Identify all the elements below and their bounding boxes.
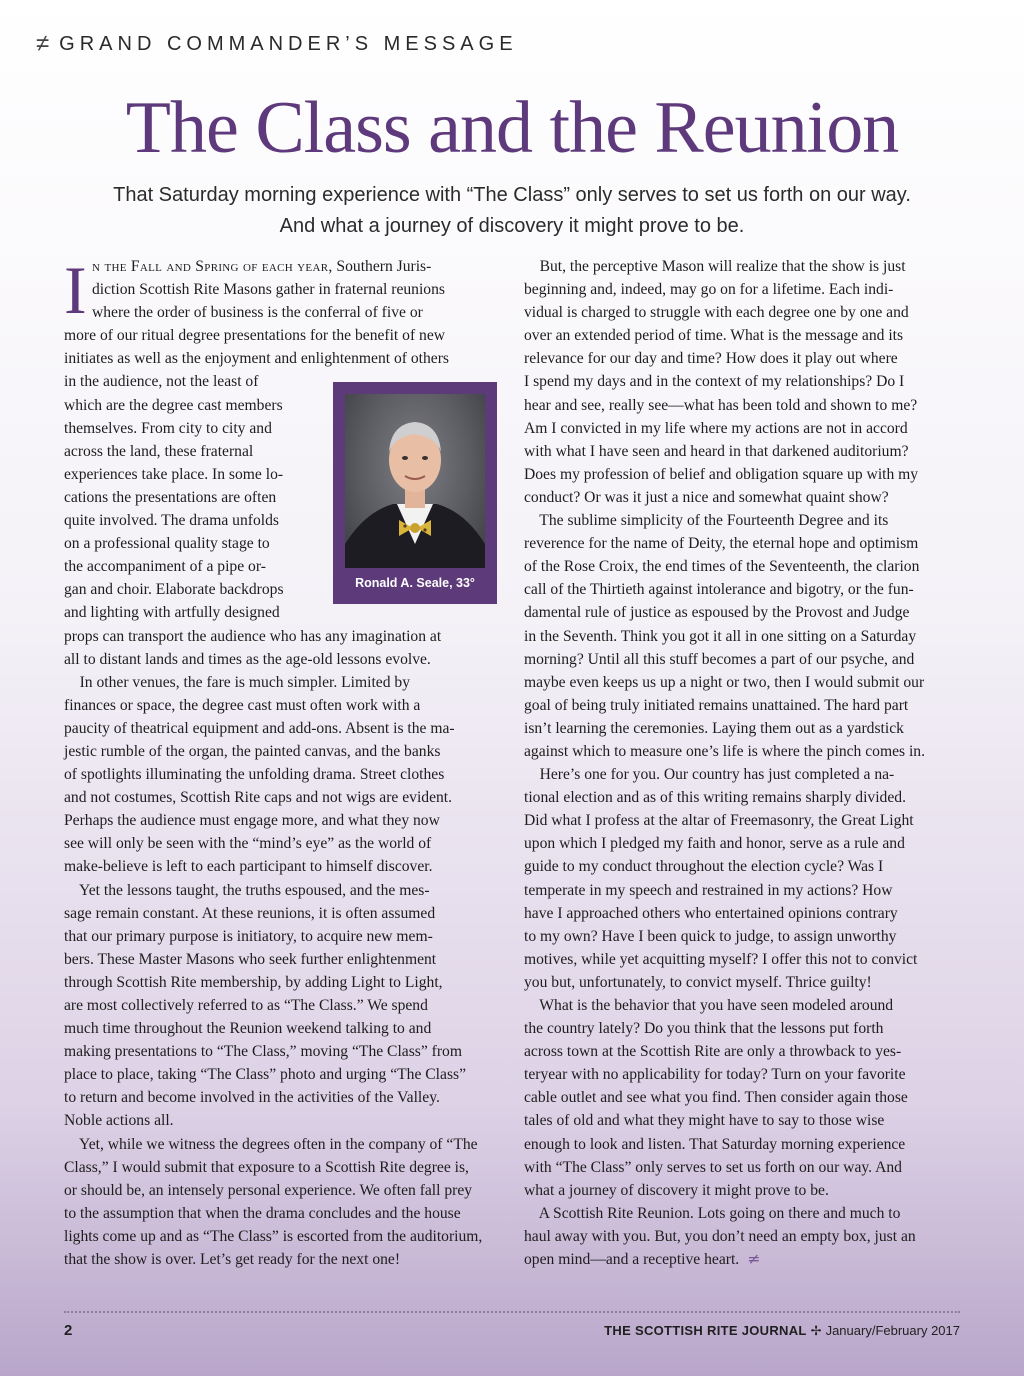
body-line: or should be, an intensely personal experience. We often fall prey — [64, 1181, 473, 1199]
separator-icon: ✢ — [810, 1323, 822, 1338]
body-line: tales of old and what they might have to say to those wise — [524, 1112, 885, 1130]
subtitle-line: And what a journey of discovery it might prove to be. — [279, 215, 745, 237]
body-line: through Scottish Rite membership, by adding Light to Light, — [64, 973, 443, 991]
body-line: conduct? Or was it just a nice and somewhat quaint show? — [524, 488, 889, 506]
photo-caption: Ronald A. Seale, 33° — [355, 576, 475, 590]
body-line: in the Seventh. Think you got it all in one sitting on a Saturday — [524, 627, 917, 645]
body-line: hear and see, really see—what has been told and shown to me? — [524, 396, 918, 414]
body-line: are most collectively referred to as “The Class.” We spend — [64, 997, 428, 1014]
body-line: lights come up and as “The Class” is escorted from the auditorium, — [64, 1227, 483, 1245]
body-line: across town at the Scottish Rite are only a throwback to yes- — [524, 1043, 902, 1061]
body-line: where the order of business is the conferral of five or — [92, 304, 423, 322]
body-line: beginning and, indeed, may go on for a lifetime. Each indi- — [524, 281, 894, 299]
body-line: much time throughout the Reunion weekend talking to and — [64, 1020, 432, 1038]
author-photo — [345, 394, 485, 568]
body-line: guide to my conduct throughout the election cycle? Was I — [524, 858, 884, 876]
section-header — [36, 30, 518, 58]
body-line: open mind—and a receptive heart. — [524, 1251, 740, 1269]
body-line: maybe even keeps us up a night or two, then I would submit our — [524, 673, 925, 691]
body-line: In other venues, the fare is much simpler. Limited by — [64, 673, 411, 691]
body-line: call of the Thirtieth against intolerance and bigotry, or the fun- — [524, 581, 914, 599]
body-line: making presentations to “The Class,” moving “The Class” from — [64, 1043, 462, 1061]
body-line: with “The Class” only serves to set us forth on our way. And — [524, 1158, 902, 1176]
body-line: make-believe is left to each participant to himself discover. — [64, 858, 433, 876]
opening-paragraph — [64, 252, 504, 328]
body-line: bers. These Master Masons who seek further enlightenment — [64, 950, 437, 968]
body-line: initiates as well as the enjoyment and enlightenment of others — [64, 350, 449, 368]
body-line: the accompaniment of a pipe or- — [64, 558, 266, 576]
not-equal-emblem-icon: ≠ — [36, 30, 50, 57]
body-line: goal of being truly initiated remains unattained. The hard part — [524, 696, 909, 714]
body-line: to return and become involved in the activities of the Valley. — [64, 1089, 440, 1107]
body-line: A Scottish Rite Reunion. Lots going on there and much to — [524, 1204, 901, 1222]
body-line: Here’s one for you. Our country has just completed a na- — [524, 766, 895, 784]
body-line: place to place, taking “The Class” photo and urging “The Class” — [64, 1066, 466, 1084]
body-line: on a professional quality stage to — [64, 535, 270, 553]
author-photo-frame — [333, 382, 497, 604]
body-line: that the show is over. Let’s get ready for the next one! — [64, 1251, 401, 1269]
body-line: Am I convicted in my life where my actions are not in accord — [524, 419, 908, 437]
right-column — [524, 255, 964, 1271]
body-line: cations the presentations are often — [64, 488, 277, 506]
body-line: over an extended period of time. What is the message and its — [524, 327, 904, 345]
body-line: Yet, while we witness the degrees often in the company of “The — [64, 1135, 478, 1153]
body-line: quite involved. The drama unfolds — [64, 512, 279, 530]
body-line: to the assumption that when the drama concludes and the house — [64, 1204, 461, 1222]
article-subtitle — [60, 180, 964, 242]
body-line: paucity of theatrical equipment and add-ons. Absent is the ma- — [64, 719, 455, 737]
issue-date: January/February 2017 — [825, 1323, 960, 1338]
body-line: The sublime simplicity of the Fourteenth Degree and its — [524, 512, 889, 530]
body-line: against which to measure one’s life is where the pinch comes in. — [524, 742, 925, 760]
page-number: 2 — [64, 1322, 73, 1339]
body-line: themselves. From city to city and — [64, 419, 272, 437]
body-line: Does my profession of belief and obligation square up with my — [524, 465, 919, 483]
body-line: diction Scottish Rite Masons gather in fraternal reunions — [92, 281, 445, 299]
drop-cap: I — [64, 252, 87, 328]
body-line: isn’t learning the ceremonies. Laying them out as a yardstick — [524, 719, 904, 737]
body-line: gan and choir. Elaborate backdrops — [64, 581, 284, 599]
body-line: upon which I pledged my faith and honor, serve as a rule and — [524, 835, 905, 853]
section-label: GRAND COMMANDER’S MESSAGE — [59, 32, 518, 55]
footer-publication — [604, 1323, 960, 1339]
body-line-text: Southern Juris- — [332, 258, 432, 275]
body-line: sage remain constant. At these reunions, it is often assumed — [64, 904, 436, 922]
body-line: you but, unfortunately, to convict myself. Thrice guilty! — [524, 973, 872, 991]
body-line: with what I have seen and heard in that darkened auditorium? — [524, 442, 909, 460]
body-line: props can transport the audience who has any imagination at — [64, 627, 442, 645]
body-line: Noble actions all. — [64, 1112, 174, 1130]
body-line: tional election and as of this writing remains sharply divided. — [524, 789, 906, 807]
body-line: to my own? Have I been quick to judge, to assign unworthy — [524, 927, 897, 945]
footer-divider — [64, 1311, 960, 1313]
body-line: of the Rose Croix, the end times of the Seventeenth, the clarion — [524, 558, 920, 576]
body-line: Perhaps the audience must engage more, and what they now — [64, 812, 440, 830]
body-line: motives, while yet acquitting myself? I offer this not to convict — [524, 950, 918, 968]
body-line: which are the degree cast members — [64, 396, 283, 414]
body-line: morning? Until all this stuff becomes a part of our psyche, and — [524, 650, 915, 668]
body-line — [92, 255, 504, 278]
body-line: haul away with you. But, you don’t need an empty box, just an — [524, 1227, 916, 1245]
body-line: more of our ritual degree presentations for the benefit of new — [64, 327, 446, 345]
body-line: what a journey of discovery it might prove to be. — [524, 1181, 829, 1199]
body-line: teryear with no applicability for today? Turn on your favorite — [524, 1066, 906, 1084]
article-title: The Class and the Reunion — [125, 87, 899, 169]
body-line: reverence for the name of Deity, the eternal hope and optimism — [524, 535, 919, 553]
body-line: I spend my days and in the context of my relationships? Do I — [524, 373, 905, 391]
body-line: that our primary purpose is initiatory, to acquire new mem- — [64, 927, 433, 945]
publication-name: THE SCOTTISH RITE JOURNAL — [604, 1323, 807, 1338]
body-line: the country lately? Do you think that the lessons put forth — [524, 1020, 884, 1038]
body-line: damental rule of justice as espoused by the Provost and Judge — [524, 604, 910, 622]
body-line: all to distant lands and times as the age-old lessons evolve. — [64, 650, 431, 668]
body-line: and not costumes, Scottish Rite caps and not wigs are evident. — [64, 789, 453, 807]
body-line: of spotlights illuminating the unfolding drama. Street clothes — [64, 766, 445, 784]
lead-in: n the Fall and Spring of each year, — [92, 258, 333, 275]
body-line: Class,” I would submit that exposure to a Scottish Rite degree is, — [64, 1158, 469, 1176]
body-line: vidual is charged to struggle with each degree one by one and — [524, 304, 909, 322]
body-line: cable outlet and see what you find. Then consider again those — [524, 1089, 908, 1107]
body-line: in the audience, not the least of — [64, 373, 259, 391]
body-line: enough to look and listen. That Saturday morning experience — [524, 1135, 906, 1153]
body-line: Yet the lessons taught, the truths espoused, and the mes- — [64, 881, 430, 899]
author-portrait-image — [345, 394, 485, 568]
subtitle-line: That Saturday morning experience with “The Class” only serves to set us forth on our way. — [113, 184, 911, 206]
body-line: What is the behavior that you have seen modeled around — [524, 997, 894, 1014]
body-line: across the land, these fraternal — [64, 442, 254, 460]
body-line: see will only be seen with the “mind’s eye” as the world of — [64, 835, 432, 853]
body-line: experiences take place. In some lo- — [64, 465, 284, 483]
body-line: temperate in my speech and restrained in my actions? How — [524, 881, 893, 899]
end-mark-icon: ≠ — [747, 1250, 761, 1269]
body-line: have I approached others who entertained opinions contrary — [524, 904, 898, 922]
body-line: But, the perceptive Mason will realize that the show is just — [524, 258, 906, 275]
body-line: Did what I profess at the altar of Freemasonry, the Great Light — [524, 812, 914, 830]
body-line: finances or space, the degree cast must often work with a — [64, 696, 421, 714]
body-line: and lighting with artfully designed — [64, 604, 280, 622]
body-line: jestic rumble of the organ, the painted canvas, and the banks — [64, 742, 441, 760]
body-line: relevance for our day and time? How does it play out where — [524, 350, 898, 368]
